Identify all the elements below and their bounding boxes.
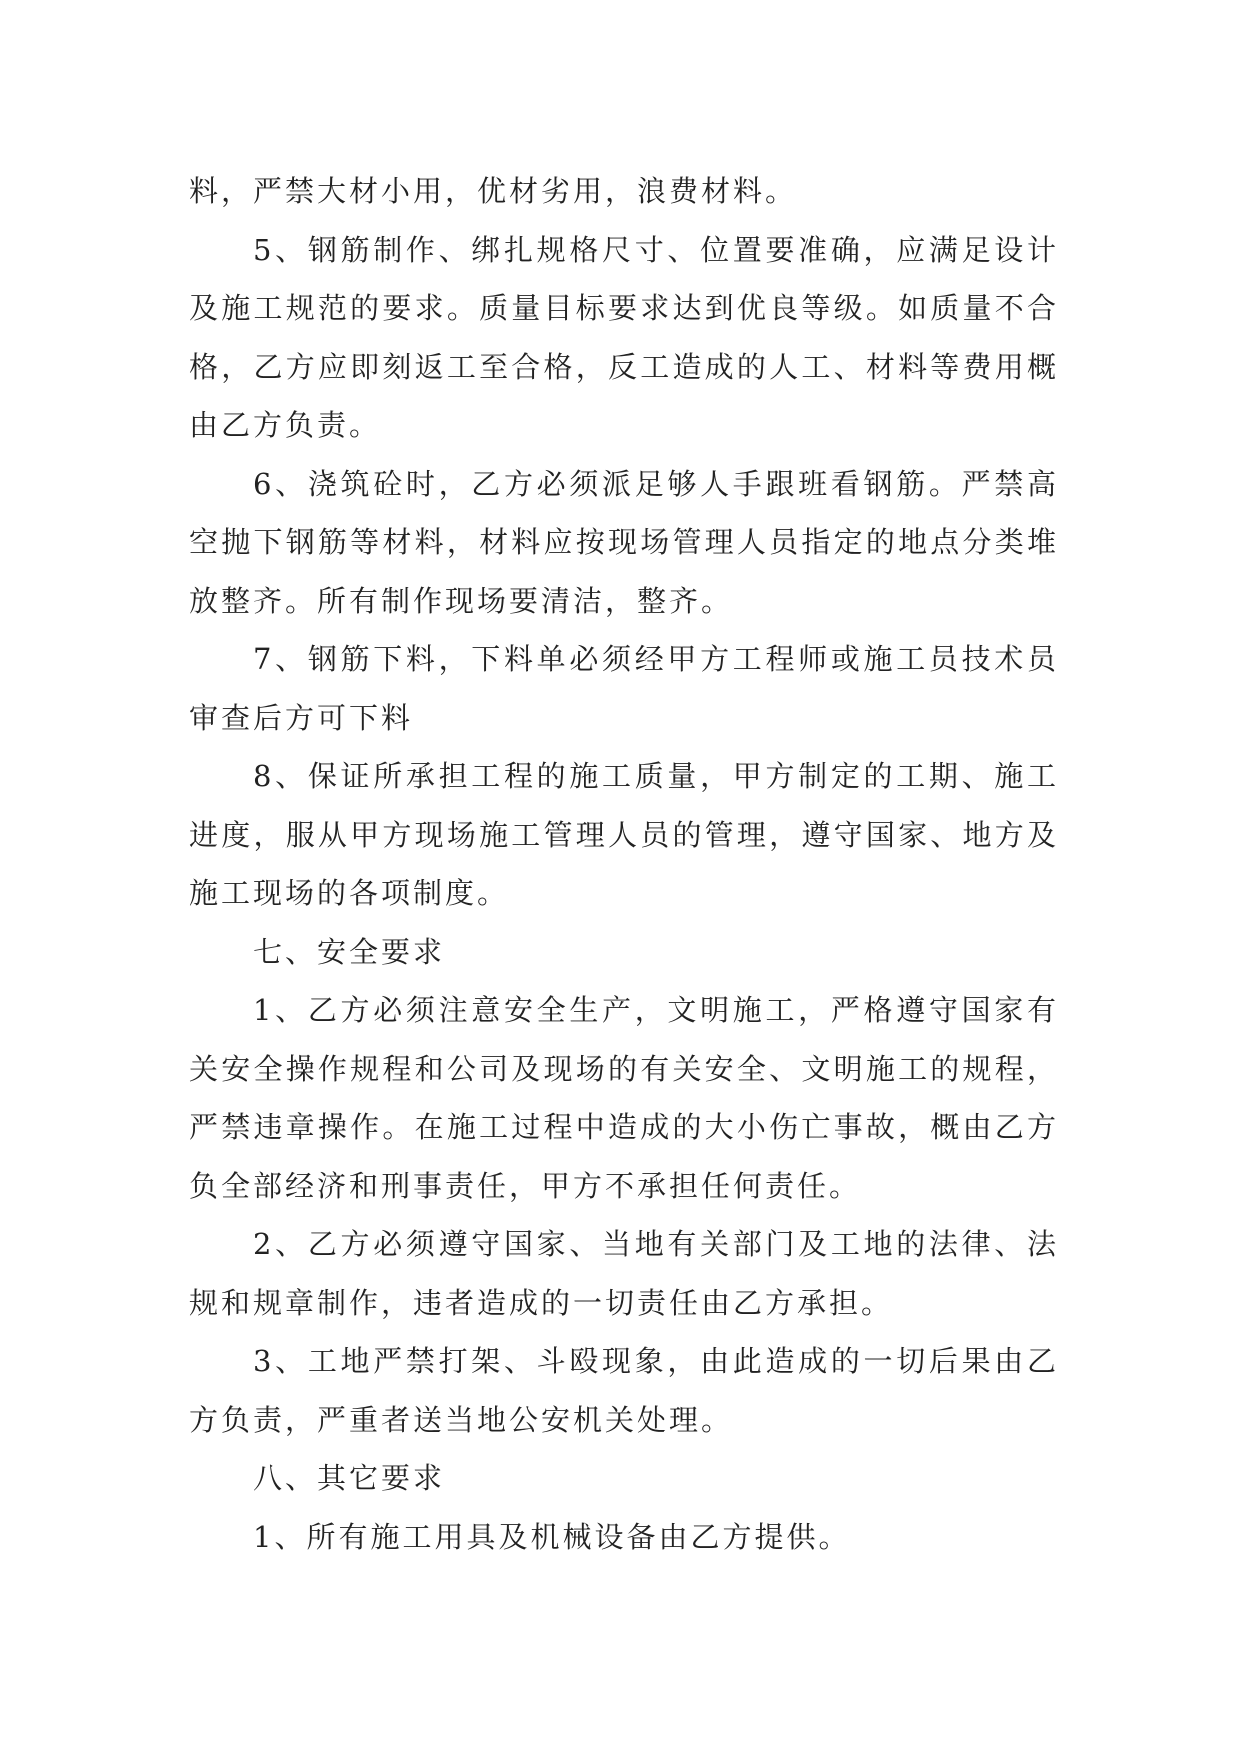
paragraph-continuation: 料，严禁大材小用，优材劣用，浪费材料。 [189,174,798,208]
paragraph-item-6-concrete-pouring: 6、浇筑砼时，乙方必须派足够人手跟班看钢筋。严禁高空抛下钢筋等材料，材料应按现场管理人员指定的地点分类堆放整齐。所有制作现场要清洁，整齐。 [189,466,1059,618]
paragraph-item-8-quality-schedule: 8、保证所承担工程的施工质量，甲方制定的工期、施工进度，服从甲方现场施工管理人员的管理，遵守国家、地方及施工现场的各项制度。 [189,759,1059,910]
paragraph-safety-1: 1、乙方必须注意安全生产，文明施工，严格遵守国家有关安全操作规程和公司及现场的有关安全、文明施工的规程，严禁违章操作。在施工过程中造成的大小伤亡事故，概由乙方负全部经济和刑事责任，甲方不承担任何责任。 [189,993,1059,1203]
paragraph-item-7-rebar-cutting: 7、钢筋下料，下料单必须经甲方工程师或施工员技术员审查后方可下料 [189,642,1059,735]
paragraph-safety-3: 3、工地严禁打架、斗殴现象，由此造成的一切后果由乙方负责，严重者送当地公安机关处理。 [189,1344,1059,1437]
section-heading-safety: 七、安全要求 [253,934,446,969]
section-heading-other: 八、其它要求 [253,1461,446,1495]
document-body [189,162,1059,1566]
paragraph-item-5-rebar-fabrication: 5、钢筋制作、绑扎规格尺寸、位置要准确，应满足设计及施工规范的要求。质量目标要求达到优良等级。如质量不合格，乙方应即刻返工至合格，反工造成的人工、材料等费用概由乙方负责。 [189,232,1059,442]
paragraph-safety-2: 2、乙方必须遵守国家、当地有关部门及工地的法律、法规和规章制作，违者造成的一切责任由乙方承担。 [189,1227,1059,1320]
paragraph-other-1: 1、所有施工用具及机械设备由乙方提供。 [253,1519,851,1554]
